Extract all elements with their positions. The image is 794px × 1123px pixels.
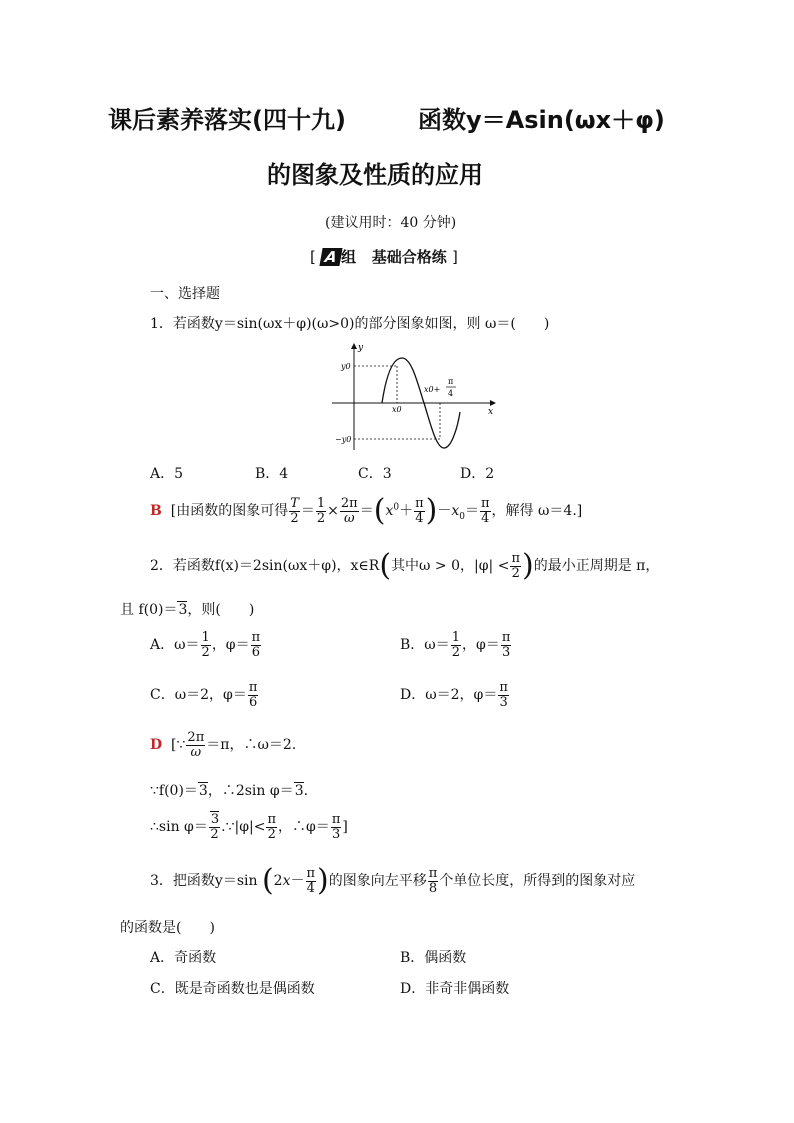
group-name: 基础合格练 [371,248,447,266]
q3-stem-line1: 3．把函数y＝sin (2x－ $\frac{\pi}{4}$ )的图象向左平移 $\frac{\pi}{8}$ 个单位长度，所得到的图象对应 [150,863,636,898]
q1-option-b: B．4 [255,466,289,482]
q2-stem-line2: 且 f(0)＝3，则( ) [120,602,255,618]
x-axis-label: x [488,407,494,417]
q1-answer: B [150,503,162,519]
q3-option-c: C．既是奇函数也是偶函数 [150,981,315,997]
q2-option-b: B．ω＝ $\frac{1}{2}$ ，φ＝ $\frac{\pi}{3}$ [400,630,511,660]
q2-option-c: C．ω＝2，φ＝ $\frac{\pi}{6}$ [150,680,258,710]
q2-solution-line2: ∵f(0)＝3，∴2sin φ＝3. [150,783,309,799]
y-axis-label: y [358,343,364,353]
q2-stem-line1: 2．若函数f(x)＝2sin(ωx＋φ)，x∈R(其中ω > 0，|φ| < $\frac{\pi}{2}$ )的最小正周期是 π， [150,548,660,583]
q2-option-d: D．ω＝2，φ＝ $\frac{\pi}{3}$ [400,680,508,710]
page-title-line2: 的图象及性质的应用 [267,161,483,189]
x0-label: x0 [392,405,402,414]
page-title-part1: 课后素养落实(四十九) [108,106,346,134]
q3-option-b: B．偶函数 [400,950,467,966]
q1-option-c: C．3 [358,466,392,482]
q2-answer: D [150,737,163,754]
group-header: [ A 组 基础合格练 ] [310,248,458,266]
group-label: 组 [341,248,357,266]
sine-graph [332,340,502,452]
q3-option-a: A．奇函数 [150,950,217,966]
group-badge: A [320,248,343,266]
q1-solution: B [由函数的图象可得 $\frac{T}{2}$ ＝ $\frac{1}{2}$ × $\frac{2\pi}{\omega}$ $=(x^0+$ $\frac{\pi}{4}$ )$-x_0=$ $\frac{\pi}{4}$ ，解得 ω＝4.] [150,493,583,528]
x0-plus-label: x0+ [424,385,441,394]
q2-solution-line3: ∴sin φ＝ $\frac{3}{2}$ .∵|φ|< $\frac{\pi}{2}$ ，∴φ＝ $\frac{\pi}{3}$ ] [150,812,348,842]
q1-option-d: D．2 [460,466,495,482]
neg-y0-label: −y0 [335,435,352,444]
q2-option-a: A．ω＝ $\frac{1}{2}$ ，φ＝ $\frac{\pi}{6}$ [150,630,261,660]
q1-stem: 1．若函数y＝sin(ωx＋φ)(ω>0)的部分图象如图，则 ω＝( ) [150,316,550,332]
q3-option-d: D．非奇非偶函数 [400,981,510,997]
q3-stem-line2: 的函数是( ) [120,920,215,936]
pi-label: π [448,377,454,386]
four-label: 4 [448,389,454,398]
q1-option-a: A．5 [150,466,184,482]
time-note: (建议用时：40 分钟) [325,215,457,231]
section-title: 一、选择题 [150,286,220,302]
q2-solution-line1: D [∵ $\frac{2\pi}{\omega}$ ＝π，∴ω＝2. [150,730,297,760]
page-title-part2: 函数y＝Asin(ωx＋φ) [418,106,665,134]
y0-label: y0 [341,362,351,371]
